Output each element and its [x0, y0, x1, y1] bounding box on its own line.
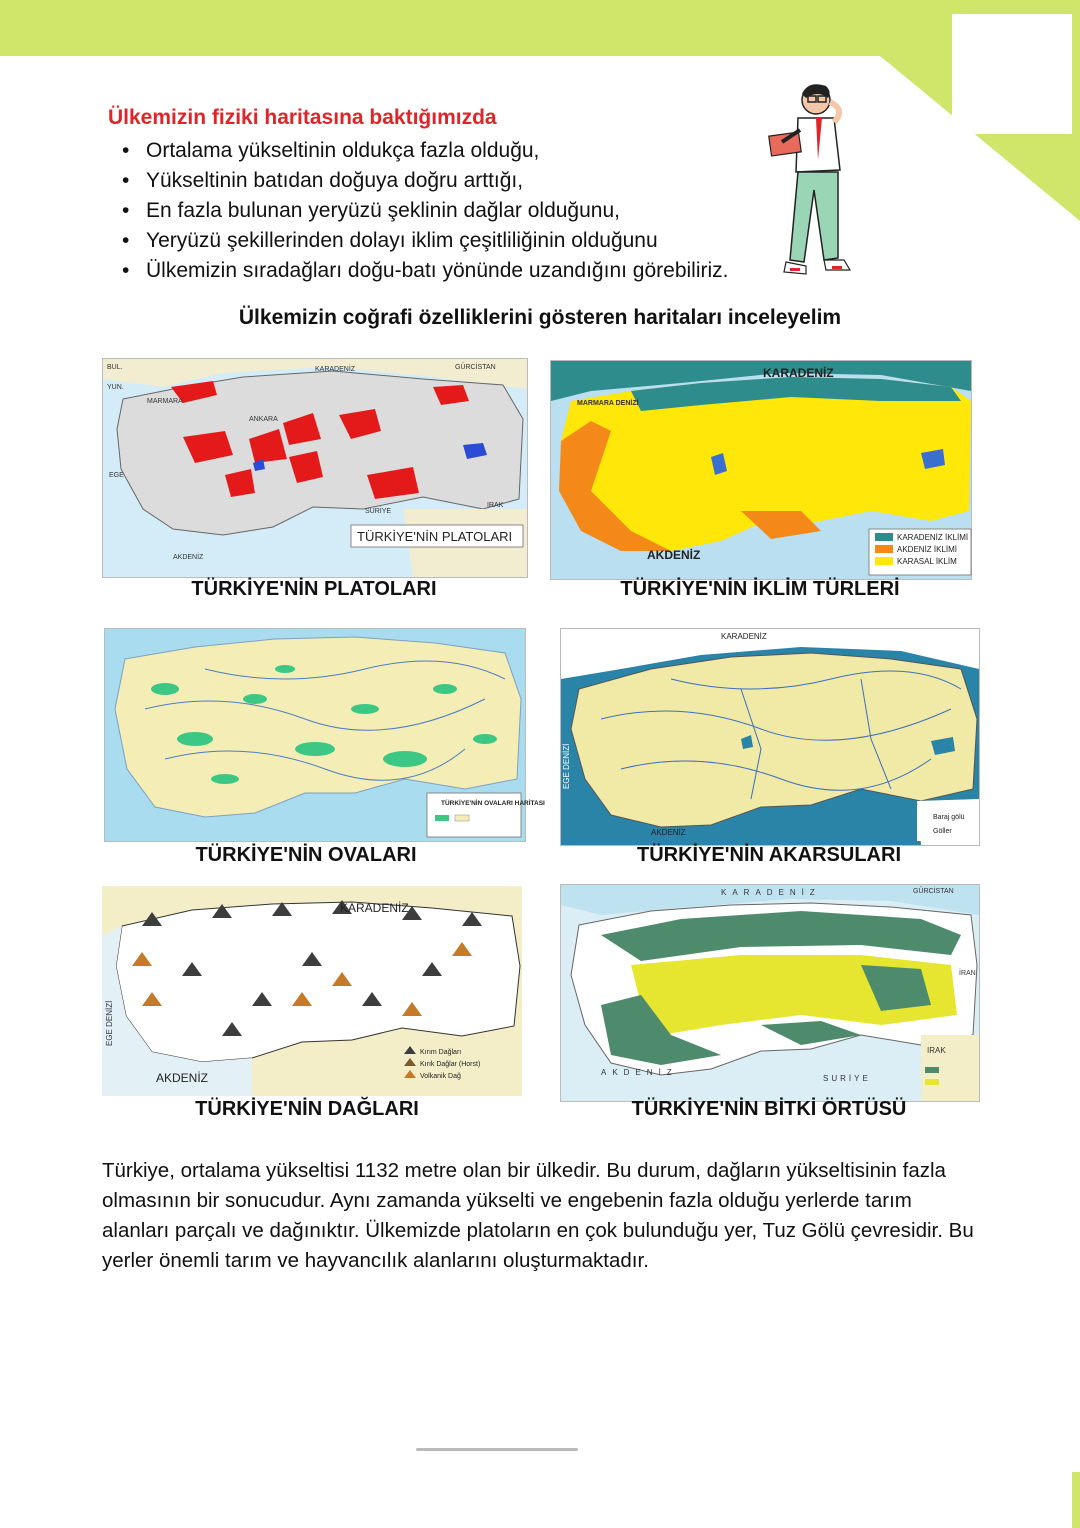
legend-label: Kırım Dağları	[420, 1049, 462, 1056]
map-label: AKDENİZ	[647, 548, 701, 562]
list-item: • Yeryüzü şekillerinden dolayı iklim çeşitliliğinin olduğunu	[118, 226, 729, 256]
map-label: EGE DENİZİ	[105, 1000, 114, 1046]
map-label: MARMARA DENİZİ	[577, 400, 639, 407]
map-label: MARMARA	[147, 398, 183, 405]
map-label: AKDENİZ	[601, 1068, 678, 1077]
mountains-caption: TÜRKİYE'NİN DAĞLARI	[195, 1098, 419, 1120]
map-label: AKDENİZ	[156, 1071, 209, 1085]
legend-label: Baraj gölü	[933, 814, 965, 821]
map-inner-title: TÜRKİYE'NİN PLATOLARI	[357, 529, 513, 544]
plains-caption: TÜRKİYE'NİN OVALARI	[195, 844, 417, 866]
rivers-caption: TÜRKİYE'NİN AKARSULARI	[636, 844, 901, 866]
top-accent-bar	[0, 0, 1080, 56]
map-label: SURİYE	[365, 508, 392, 515]
vegetation-caption: TÜRKİYE'NİN BİTKİ ÖRTÜSÜ	[631, 1098, 907, 1120]
intro-bullet-list	[118, 136, 729, 286]
map-label: GÜRCİSTAN	[913, 888, 954, 895]
list-item: • En fazla bulunan yeryüzü şeklinin dağlar olduğunu,	[118, 196, 729, 226]
map-label: ANKARA	[249, 416, 278, 423]
legend-label: Göller	[933, 828, 952, 835]
intro-title: Ülkemizin fiziki haritasına baktığımızda	[108, 106, 497, 129]
map-label: KARADENİZ	[763, 366, 834, 380]
map-label: AKDENİZ	[651, 828, 686, 837]
page-corner-box	[952, 14, 1072, 134]
summary-paragraph: Türkiye, ortalama yükseltisi 1132 metre olan bir ülkedir. Bu durum, dağların yükseltisinin fazla olmasının bir sonucudur. Aynı zamanda yükselti ve engebenin fazla olduğu yerlerde tarım alanları parçalı ve dağınıktır. Ülkemizde platoların en çok bulunduğu yer, Tuz Gölü çevresidir. Bu yerler önemli tarım ve hayvancılık alanlarını oluşturmaktadır.	[102, 1159, 974, 1272]
map-label: IRAK	[927, 1046, 946, 1055]
rivers-map	[560, 628, 980, 846]
legend-label: Kırık Dağlar (Horst)	[420, 1061, 481, 1068]
vegetation-map	[560, 884, 980, 1102]
map-label: GÜRCİSTAN	[455, 364, 496, 371]
map-label: EGE	[109, 472, 124, 479]
map-label: EGE DENİZİ	[562, 743, 571, 789]
mountains-map	[102, 886, 522, 1096]
map-label: KARADENİZ	[721, 632, 767, 641]
page-divider	[416, 1448, 578, 1451]
map-label: KARADENİZ	[315, 366, 356, 373]
legend-label: KARADENİZ İKLİMİ	[897, 533, 969, 542]
legend-label: KARASAL İKLİM	[897, 557, 957, 566]
teacher-illustration	[760, 80, 880, 290]
plains-map	[104, 628, 545, 842]
list-item: • Yükseltinin batıdan doğuya doğru arttığı,	[118, 166, 729, 196]
section-title: Ülkemizin coğrafi özelliklerini gösteren haritaları inceleyelim	[238, 306, 842, 329]
map-label: KARADENİZ	[340, 901, 409, 915]
climate-caption: TÜRKİYE'NİN İKLİM TÜRLERİ	[620, 578, 900, 600]
map-label: İRAN	[959, 970, 976, 977]
map-label: KARADENİZ	[721, 888, 821, 897]
list-item: • Ortalama yükseltinin oldukça fazla olduğu,	[118, 136, 729, 166]
map-label: IRAK	[487, 502, 504, 509]
map-label: AKDENİZ	[173, 554, 204, 561]
climate-map	[550, 360, 972, 580]
legend-label: Volkanik Dağ	[420, 1073, 461, 1080]
list-item: • Ülkemizin sıradağları doğu-batı yönünde uzandığını görebiliriz.	[118, 256, 729, 286]
plateaus-caption: TÜRKİYE'NİN PLATOLARI	[191, 578, 437, 600]
map-label: YUN.	[107, 384, 124, 391]
map-inner-title: TÜRKİYE'NİN OVALARI HARİTASI	[441, 800, 545, 807]
map-label: BUL.	[107, 364, 123, 371]
plateaus-map	[102, 358, 528, 578]
corner-accent	[1072, 1472, 1080, 1528]
map-label: SURİYE	[823, 1074, 871, 1083]
legend-label: AKDENİZ İKLİMİ	[897, 545, 958, 554]
